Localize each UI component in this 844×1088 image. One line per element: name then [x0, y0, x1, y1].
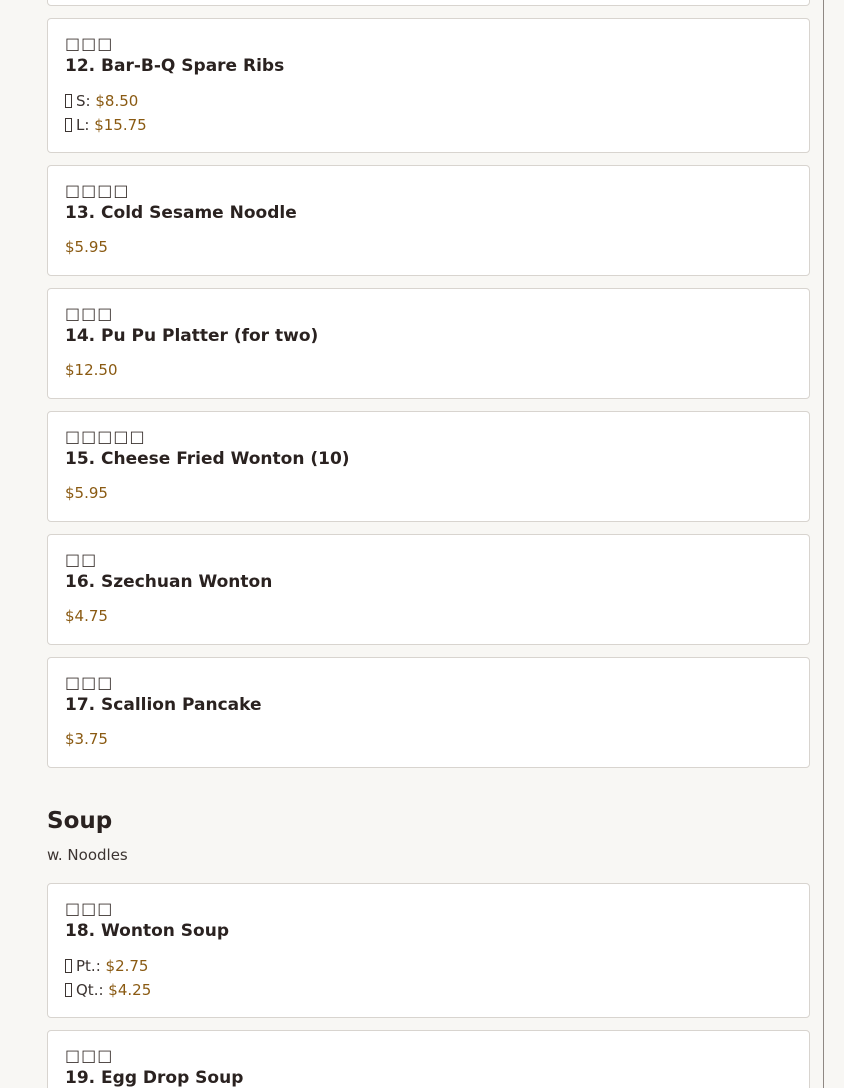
menu-item-card[interactable]	[47, 534, 810, 645]
price-option-quart	[65, 980, 151, 1000]
item-price: $8.50	[95, 92, 139, 110]
item-price: $15.75	[94, 116, 147, 134]
item-title: 12. Bar-B-Q Spare Ribs	[65, 56, 285, 76]
item-title: 13. Cold Sesame Noodle	[65, 203, 297, 223]
price-option-pint	[65, 956, 148, 976]
section-subtitle: w. Noodles	[47, 846, 128, 864]
size-label: Pt.:	[76, 957, 101, 975]
price-option-small	[65, 91, 138, 111]
menu-item-card[interactable]	[47, 18, 810, 153]
item-chinese-name: □□□	[65, 1046, 114, 1065]
item-title: 17. Scallion Pancake	[65, 695, 262, 715]
price-option-large	[65, 115, 147, 135]
item-price: $4.75	[65, 607, 108, 625]
item-price: $4.25	[108, 981, 152, 999]
size-icon	[65, 118, 72, 132]
item-chinese-name: □□□	[65, 673, 114, 692]
item-price: $2.75	[105, 957, 149, 975]
price-line	[65, 360, 118, 380]
scroll-edge-divider	[823, 0, 824, 1088]
size-icon	[65, 983, 72, 997]
menu-item-card[interactable]	[47, 411, 810, 522]
item-price: $5.95	[65, 484, 108, 502]
price-line	[65, 729, 108, 749]
size-label: S:	[76, 92, 91, 110]
item-chinese-name: □□□	[65, 304, 114, 323]
item-chinese-name: □□□□	[65, 181, 130, 200]
menu-item-card[interactable]	[47, 0, 810, 6]
size-icon	[65, 94, 72, 108]
item-title: 15. Cheese Fried Wonton (10)	[65, 449, 350, 469]
item-price: $3.75	[65, 730, 108, 748]
item-price: $5.95	[65, 238, 108, 256]
size-icon	[65, 959, 72, 973]
item-title: 19. Egg Drop Soup	[65, 1068, 244, 1088]
item-chinese-name: □□□	[65, 34, 114, 53]
size-label: Qt.:	[76, 981, 104, 999]
menu-item-card[interactable]	[47, 657, 810, 768]
price-line	[65, 237, 108, 257]
menu-item-card[interactable]	[47, 288, 810, 399]
item-price: $12.50	[65, 361, 118, 379]
item-title: 18. Wonton Soup	[65, 921, 229, 941]
menu-item-card[interactable]	[47, 165, 810, 276]
item-chinese-name: □□□	[65, 899, 114, 918]
item-title: 16. Szechuan Wonton	[65, 572, 273, 592]
item-chinese-name: □□	[65, 550, 98, 569]
section-title: Soup	[47, 808, 113, 834]
size-label: L:	[76, 116, 90, 134]
item-title: 14. Pu Pu Platter (for two)	[65, 326, 319, 346]
price-line	[65, 483, 108, 503]
menu-item-card[interactable]	[47, 1030, 810, 1088]
menu-item-card[interactable]	[47, 883, 810, 1018]
item-chinese-name: □□□□□	[65, 427, 146, 446]
price-line	[65, 606, 108, 626]
